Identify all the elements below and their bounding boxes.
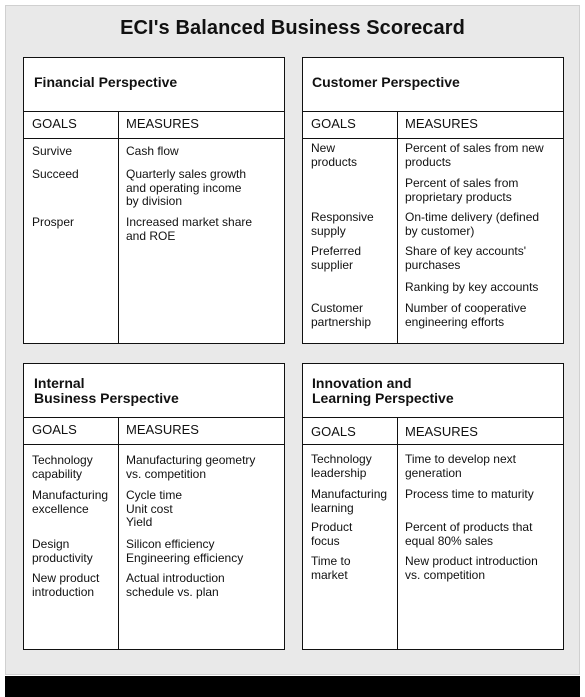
- panel-title: Customer Perspective: [312, 74, 460, 90]
- goal-item: Technology leadership: [311, 452, 372, 480]
- panel-internal-business: [23, 363, 285, 650]
- measures-header: MEASURES: [405, 116, 478, 131]
- header-divider: [303, 444, 563, 445]
- measure-item: Actual introduction schedule vs. plan: [126, 571, 225, 599]
- measure-item: Percent of sales from proprietary products: [405, 176, 519, 204]
- goal-item: Design productivity: [32, 537, 93, 565]
- measure-item: Increased market share and ROE: [126, 215, 253, 243]
- measure-item: Time to develop next generation: [405, 452, 516, 480]
- goal-item: Manufacturing excellence: [32, 488, 109, 516]
- header-divider: [303, 138, 563, 139]
- goals-header: GOALS: [32, 116, 77, 131]
- measure-item: Percent of products that equal 80% sales: [405, 520, 533, 548]
- goal-item: Survive: [32, 144, 73, 158]
- measures-header: MEASURES: [126, 422, 199, 437]
- header-divider: [24, 111, 284, 112]
- header-divider: [24, 138, 284, 139]
- panel-customer: [302, 57, 564, 344]
- goal-item: Manufacturing learning: [311, 487, 388, 515]
- header-divider: [303, 111, 563, 112]
- measure-item: Quarterly sales growth and operating income by division: [126, 167, 247, 208]
- panel-title: Financial Perspective: [34, 74, 178, 90]
- measure-item: Manufacturing geometry vs. competition: [126, 453, 256, 481]
- panel-title: Innovation and Learning Perspective: [312, 375, 454, 406]
- goal-item: Succeed: [32, 167, 79, 181]
- goals-header: GOALS: [32, 422, 77, 437]
- header-divider: [303, 417, 563, 418]
- goal-item: New product introduction: [32, 571, 100, 599]
- panel-innovation-learning: [302, 363, 564, 650]
- column-divider: [397, 111, 398, 343]
- goal-item: Time to market: [311, 554, 351, 582]
- column-divider: [397, 417, 398, 649]
- goal-item: Customer partnership: [311, 301, 372, 329]
- goal-item: Technology capability: [32, 453, 93, 481]
- measure-item: On-time delivery (defined by customer): [405, 210, 540, 238]
- measure-item: Number of cooperative engineering efforts: [405, 301, 527, 329]
- goal-item: Product focus: [311, 520, 353, 548]
- header-divider: [24, 444, 284, 445]
- measure-item: Process time to maturity: [405, 487, 534, 501]
- measure-item: New product introduction vs. competition: [405, 554, 538, 582]
- goals-header: GOALS: [311, 424, 356, 439]
- measures-header: MEASURES: [405, 424, 478, 439]
- measure-item: Cycle time Unit cost Yield: [126, 488, 183, 529]
- goal-item: Responsive supply: [311, 210, 374, 238]
- goal-item: Preferred supplier: [311, 244, 362, 272]
- panel-title: Internal Business Perspective: [34, 375, 179, 406]
- panel-financial: [23, 57, 285, 344]
- measure-item: Ranking by key accounts: [405, 280, 539, 294]
- bottom-bar: [5, 676, 580, 697]
- column-divider: [118, 417, 119, 649]
- goal-item: New products: [311, 141, 358, 169]
- measure-item: Cash flow: [126, 144, 179, 158]
- measure-item: Share of key accounts' purchases: [405, 244, 527, 272]
- header-divider: [24, 417, 284, 418]
- measure-item: Silicon efficiency Engineering efficiency: [126, 537, 244, 565]
- measure-item: Percent of sales from new products: [405, 141, 544, 169]
- measures-header: MEASURES: [126, 116, 199, 131]
- goal-item: Prosper: [32, 215, 75, 229]
- page-title: ECI's Balanced Business Scorecard: [120, 17, 465, 39]
- column-divider: [118, 111, 119, 343]
- goals-header: GOALS: [311, 116, 356, 131]
